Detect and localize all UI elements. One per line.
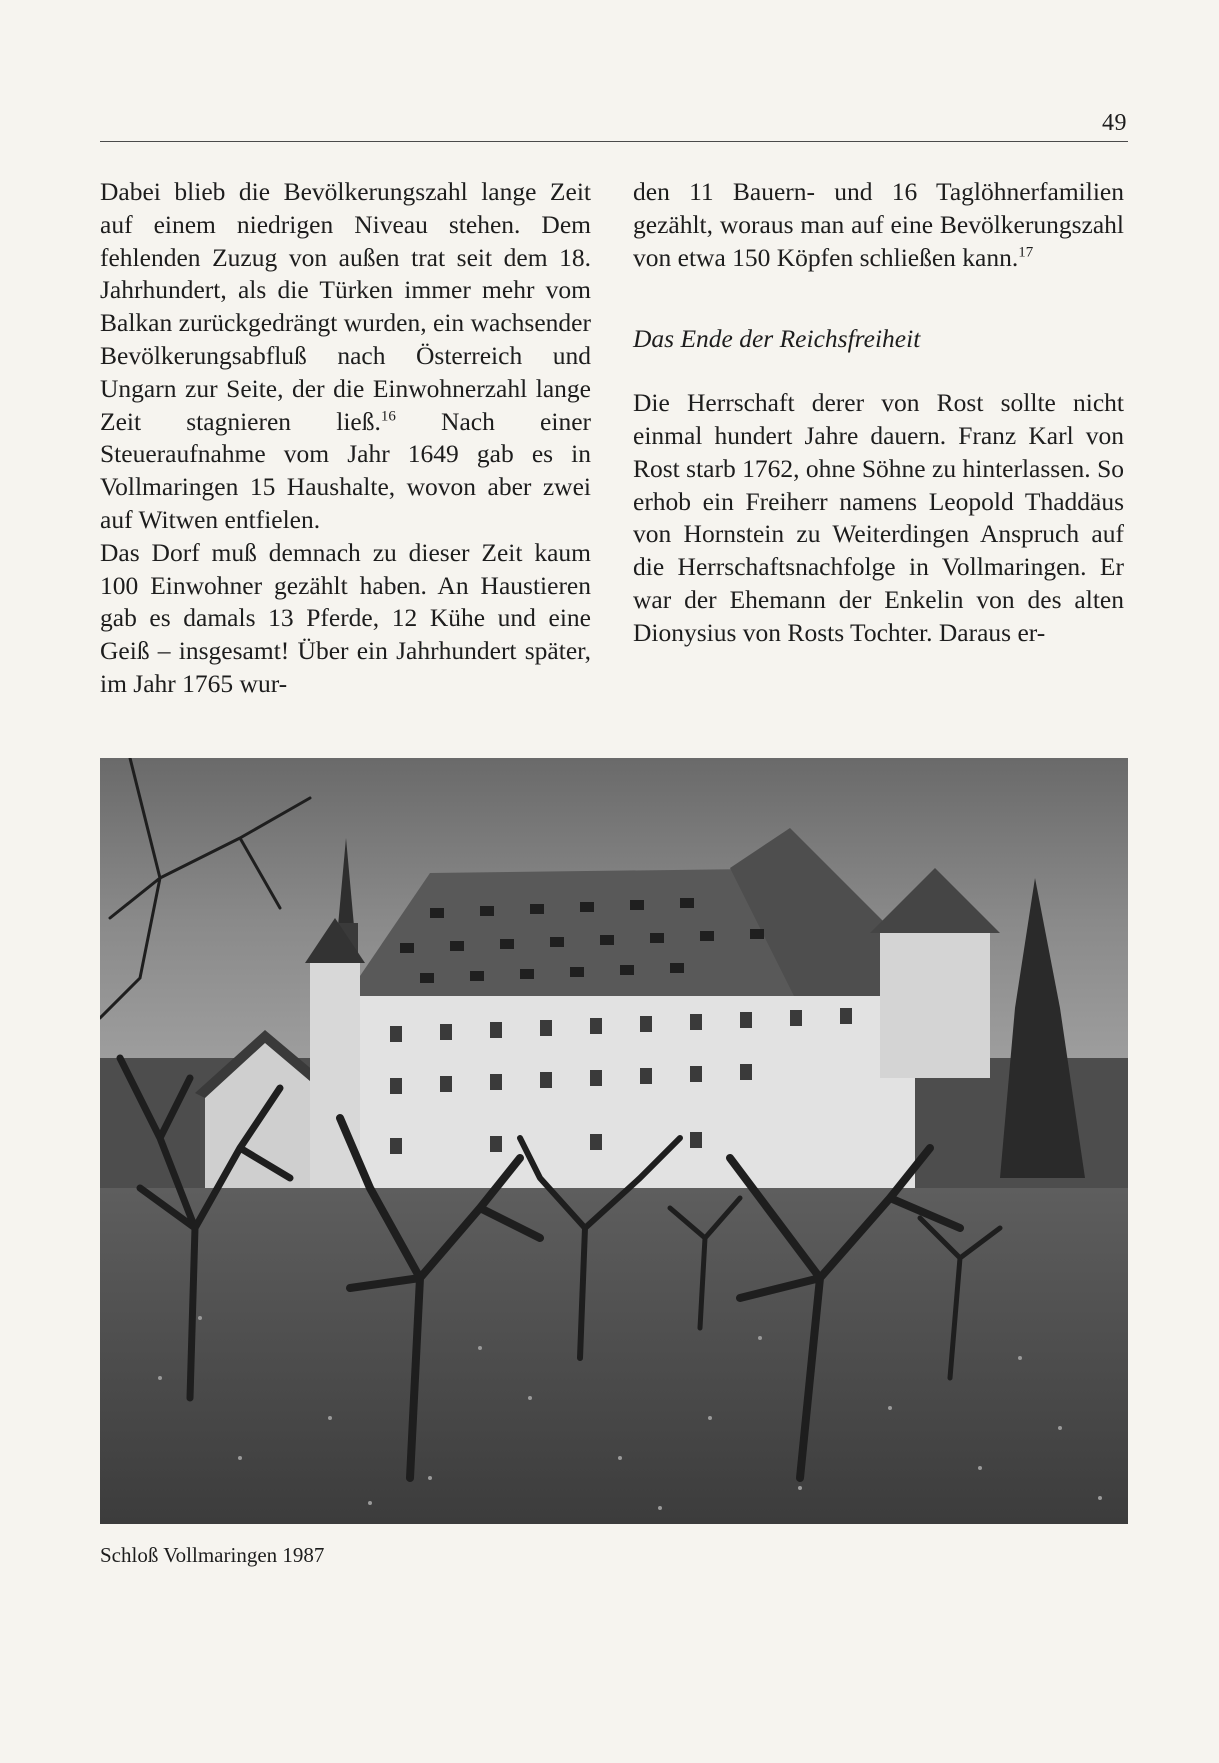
paragraph-text: den 11 Bauern- und 16 Taglöhnerfamilien gezählt, woraus man auf eine Bevölkerungszahl von etwa 150 Köpfen schließen kann. (633, 177, 1124, 272)
meadow (100, 1188, 1128, 1524)
paragraph-text: Dabei blieb die Bevölkerungszahl lange Zeit auf einem niedrigen Niveau stehen. Dem fehlenden Zuzug von außen trat seit dem 18. Jahrhundert, als die Türken immer mehr vom Balkan zurückgedrängt wurden, ein wachsender Bevölkerungsabfluß nach Österreich und Ungarn zur Seite, der die Einwohnerzahl lange Zeit stagnieren ließ. (100, 177, 591, 436)
left-column (100, 176, 591, 701)
castle-photo (100, 758, 1128, 1524)
right-column (633, 176, 1124, 650)
header-rule (100, 141, 1128, 142)
figure-caption: Schloß Vollmaringen 1987 (100, 1543, 325, 1567)
paragraph-text: Nach einer Steueraufnahme vom Jahr 1649 gab es in Vollmaringen 15 Haushalte, wovon aber zwei auf Witwen entfielen. (100, 406, 592, 534)
paragraph: Das Dorf muß demnach zu dieser Zeit kaum 100 Einwohner gezählt haben. An Haustieren gab es damals 13 Pferde, 12 Kühe und eine Geiß – insgesamt! Über ein Jahrhundert später, im Jahr 1765 wur- (100, 537, 591, 698)
castle-tower (310, 958, 360, 1198)
page-number: 49 (1102, 110, 1127, 136)
paragraph (633, 176, 1124, 274)
footnote-marker: 17 (1018, 244, 1034, 261)
footnote-marker: 16 (380, 408, 396, 425)
section-title: Das Ende der Reichsfreiheit (633, 324, 921, 354)
castle-wing (880, 928, 990, 1078)
paragraph: Die Herrschaft derer von Rost sollte nicht einmal hundert Jahre dauern. Franz Karl von Rost starb 1762, ohne Söhne zu hinterlassen. So erhob ein Freiherr namens Leopold Thaddäus von Hornstein zu Weiterdingen Anspruch auf die Herrschaftsnachfolge in Vollmaringen. Er war der Ehemann der Enkelin von des alten Dionysius von Rosts Tochter. Daraus er- (633, 388, 1124, 647)
paragraph (100, 176, 591, 537)
castle-wall (345, 996, 915, 1196)
